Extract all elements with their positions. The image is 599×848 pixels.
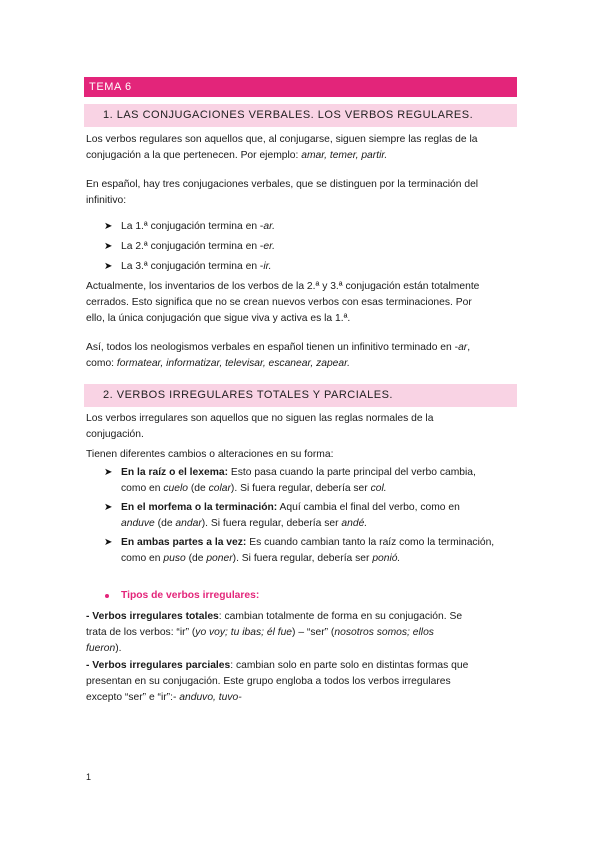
irregular-parciales-paragraph: - Verbos irregulares parciales: cambian solo en parte solo en distintas formas que presentan en su conjugación. Este grupo engloba a todos los verbos irregulares excepto “ser” e “ir”:- anduvo, tuvo- bbox=[86, 660, 469, 703]
conjugation-bullet-3: ➤ La 3.ª conjugación termina en -ir. bbox=[104, 259, 516, 275]
irregular-totales-paragraph: - Verbos irregulares totales: cambian totalmente de forma en su conjugación. Se trata de los verbos: “ir” (yo voy; tu ibas; él fue) – “ser” (nosotros somos; ellos fueron). bbox=[86, 611, 463, 654]
arrow-bullet-icon: ➤ bbox=[104, 502, 113, 513]
arrow-bullet-icon: ➤ bbox=[104, 261, 113, 272]
arrow-bullet-icon: ➤ bbox=[104, 537, 113, 548]
section-2-heading: 2. VERBOS IRREGULARES TOTALES Y PARCIALES. bbox=[84, 384, 517, 407]
pink-bullet-icon bbox=[105, 594, 109, 598]
arrow-bullet-icon: ➤ bbox=[104, 241, 113, 252]
irregular-types-heading: Tipos de verbos irregulares: bbox=[121, 590, 260, 601]
section-2-paragraph-1: Los verbos irregulares son aquellos que no siguen las reglas normales de la conjugación. bbox=[86, 413, 434, 440]
section-1-paragraph-4: Así, todos los neologismos verbales en español tienen un infinitivo terminado en -ar, como: formatear, informatizar, televisar, escanear, zapear. bbox=[86, 342, 471, 369]
topic-title: TEMA 6 bbox=[84, 77, 517, 97]
section-1-heading: 1. LAS CONJUGACIONES VERBALES. LOS VERBOS REGULARES. bbox=[84, 104, 517, 127]
page-number: 1 bbox=[86, 772, 92, 782]
irregular-bullet-2: ➤ En el morfema o la terminación: Aquí cambia el final del verbo, como en anduve (de andar). Si fuera regular, debería ser andé. bbox=[104, 502, 460, 529]
conjugation-bullet-2: ➤ La 2.ª conjugación termina en -er. bbox=[104, 239, 516, 255]
section-2-paragraph-2: Tienen diferentes cambios o alteraciones en su forma: bbox=[86, 449, 334, 460]
section-1-paragraph-1: Los verbos regulares son aquellos que, al conjugarse, siguen siempre las reglas de la conjugación a la que pertenecen. Por ejemplo: amar, temer, partir. bbox=[86, 134, 478, 161]
conjugation-bullet-1: ➤ La 1.ª conjugación termina en -ar. bbox=[104, 219, 516, 235]
arrow-bullet-icon: ➤ bbox=[104, 221, 113, 232]
section-1-paragraph-2: En español, hay tres conjugaciones verbales, que se distinguen por la terminación del infinitivo: bbox=[86, 179, 479, 206]
irregular-bullet-1: ➤ En la raíz o el lexema: Esto pasa cuando la parte principal del verbo cambia, como en cuelo (de colar). Si fuera regular, debería ser col. bbox=[104, 467, 476, 494]
section-1-paragraph-3: Actualmente, los inventarios de los verbos de la 2.ª y 3.ª conjugación están totalmente cerrados. Esto significa que no se crean nuevos verbos con esas terminaciones. Por ello, la única conjugación que sigue viva y activa es la 1.ª. bbox=[86, 281, 480, 324]
arrow-bullet-icon: ➤ bbox=[104, 467, 113, 478]
irregular-bullet-3: ➤ En ambas partes a la vez: Es cuando cambian tanto la raíz como la terminación, como en puso (de poner). Si fuera regular, debería ser ponió. bbox=[104, 537, 495, 564]
